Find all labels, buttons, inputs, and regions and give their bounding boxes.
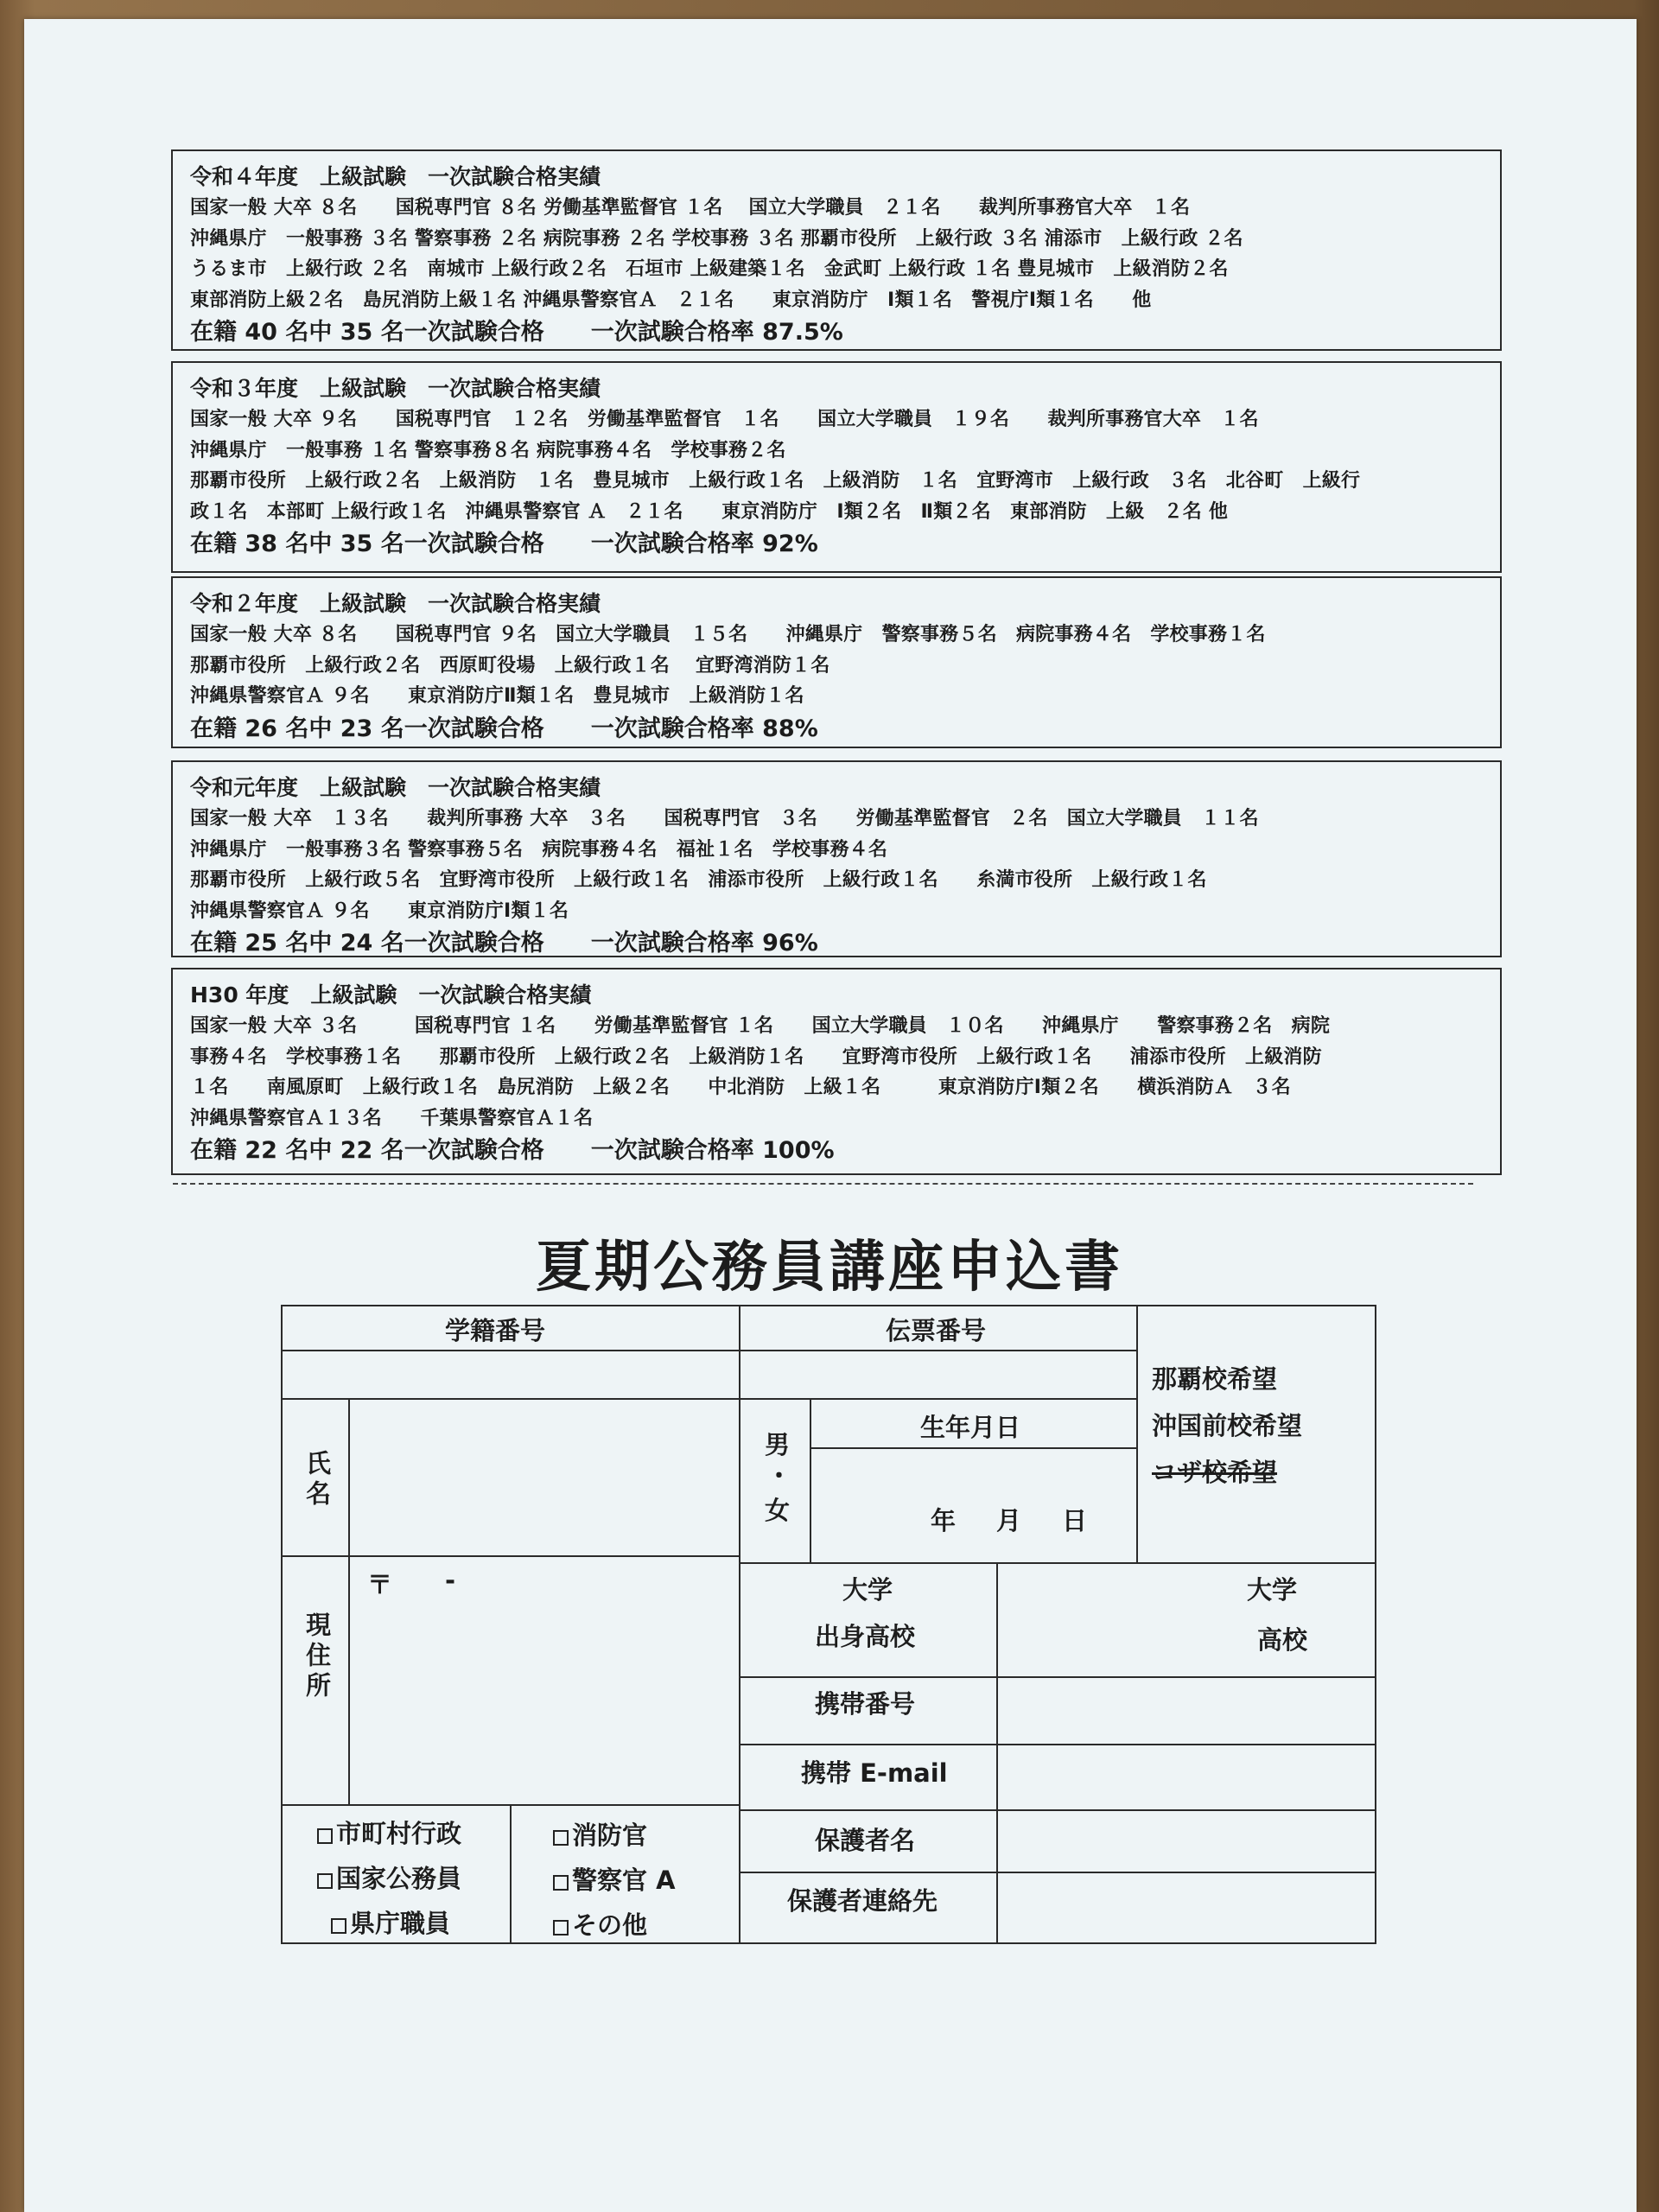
results-line: １名 南風原町 上級行政１名 島尻消防 上級２名 中北消防 上級１名 東京消防庁Ⅰ類２名 横浜消防Ａ ３名 bbox=[190, 1077, 1291, 1098]
results-box-r4 bbox=[171, 149, 1502, 351]
career-option-municipal[interactable]: 市町村行政 bbox=[317, 1815, 461, 1850]
campus-option-naha[interactable]: 那覇校希望 bbox=[1152, 1364, 1278, 1394]
results-line: 那覇市役所 上級行政２名 上級消防 １名 豊見城市 上級行政１名 上級消防 １名 宜野湾市 上級行政 ３名 北谷町 上級行 bbox=[190, 470, 1361, 492]
results-title: 令和元年度 上級試験 一次試験合格実績 bbox=[190, 775, 601, 800]
results-line: 沖縄県警察官Ａ１３名 千葉県警察官Ａ１名 bbox=[190, 1107, 594, 1129]
gender-separator: ・ bbox=[766, 1461, 792, 1491]
school-university-label: 大学 bbox=[842, 1575, 893, 1605]
grid-line bbox=[739, 1872, 1376, 1873]
results-line: 東部消防上級２名 島尻消防上級１名 沖縄県警察官Ａ ２１名 東京消防庁 Ⅰ類１名 警視庁Ⅰ類１名 他 bbox=[190, 289, 1152, 311]
guardian-name-label: 保護者名 bbox=[815, 1826, 916, 1855]
career-option-national[interactable]: 国家公務員 bbox=[317, 1859, 461, 1895]
grid-line bbox=[739, 1809, 1376, 1811]
form-border bbox=[281, 1305, 1376, 1306]
results-title: H30 年度 上級試験 一次試験合格実績 bbox=[190, 982, 592, 1007]
campus-option-koza[interactable]: コザ校希望 bbox=[1152, 1458, 1278, 1487]
results-summary: 在籍 26 名中 23 名一次試験合格 一次試験合格率 88% bbox=[190, 715, 818, 742]
form-border bbox=[1375, 1305, 1376, 1944]
mobile-number-label: 携帯番号 bbox=[815, 1689, 916, 1719]
postal-dash: - bbox=[445, 1566, 456, 1595]
checkbox-icon[interactable] bbox=[317, 1873, 333, 1889]
results-line: 沖縄県警察官Ａ ９名 東京消防庁Ⅰ類１名 bbox=[190, 899, 569, 922]
grid-line bbox=[739, 1562, 1376, 1564]
checkbox-icon[interactable] bbox=[331, 1918, 346, 1934]
results-title: 令和４年度 上級試験 一次試験合格実績 bbox=[190, 164, 601, 189]
results-line: 那覇市役所 上級行政２名 西原町役場 上級行政１名 宜野湾消防１名 bbox=[190, 654, 830, 677]
grid-line bbox=[510, 1804, 512, 1942]
checkbox-icon[interactable] bbox=[317, 1828, 333, 1844]
checkbox-icon[interactable] bbox=[553, 1920, 569, 1936]
results-summary: 在籍 25 名中 24 名一次試験合格 一次試験合格率 96% bbox=[190, 930, 818, 957]
results-summary: 在籍 22 名中 22 名一次試験合格 一次試験合格率 100% bbox=[190, 1137, 835, 1164]
results-title: 令和２年度 上級試験 一次試験合格実績 bbox=[190, 591, 601, 616]
gender-female[interactable]: 女 bbox=[765, 1496, 791, 1525]
results-box-r3 bbox=[171, 361, 1502, 573]
application-form bbox=[281, 1305, 1378, 1961]
form-border bbox=[281, 1305, 283, 1944]
grid-line bbox=[281, 1350, 1138, 1351]
slip-number-label: 伝票番号 bbox=[886, 1316, 987, 1345]
student-number-label: 学籍番号 bbox=[445, 1316, 546, 1345]
results-line: 国家一般 大卒 １３名 裁判所事務 大卒 ３名 国税専門官 ３名 労働基準監督官 ２名 国立大学職員 １１名 bbox=[190, 808, 1259, 830]
results-line: 沖縄県庁 一般事務３名 警察事務５名 病院事務４名 福祉１名 学校事務４名 bbox=[190, 838, 888, 861]
mobile-email-label: 携帯 E-mail bbox=[801, 1758, 948, 1788]
career-option-other[interactable]: その他 bbox=[553, 1906, 647, 1942]
results-line: 国家一般 大卒 ８名 国税専門官 ９名 国立大学職員 １５名 沖縄県庁 警察事務５名 病院事務４名 学校事務１名 bbox=[190, 624, 1266, 645]
school-university-value: 大学 bbox=[1247, 1575, 1298, 1605]
results-line: 国家一般 大卒 ８名 国税専門官 ８名 労働基準監督官 １名 国立大学職員 ２１名 裁判所事務官大卒 １名 bbox=[190, 197, 1191, 219]
results-title: 令和３年度 上級試験 一次試験合格実績 bbox=[190, 376, 601, 401]
results-line: 沖縄県庁 一般事務 ３名 警察事務 ２名 病院事務 ２名 学校事務 ３名 那覇市役所 上級行政 ３名 浦添市 上級行政 ２名 bbox=[190, 227, 1243, 250]
grid-line bbox=[281, 1555, 741, 1557]
results-line: 事務４名 学校事務１名 那覇市役所 上級行政２名 上級消防１名 宜野湾市役所 上級行政１名 浦添市役所 上級消防 bbox=[190, 1046, 1322, 1068]
postal-mark: 〒 bbox=[367, 1570, 393, 1599]
results-line: 国家一般 大卒 ３名 国税専門官 １名 労働基準監督官 １名 国立大学職員 １０名 沖縄県庁 警察事務２名 病院 bbox=[190, 1015, 1331, 1037]
results-box-r1 bbox=[171, 760, 1502, 957]
grid-line bbox=[739, 1676, 1376, 1678]
name-label: 氏名 bbox=[302, 1450, 332, 1510]
gender-male[interactable]: 男 bbox=[765, 1430, 791, 1459]
grid-line bbox=[739, 1744, 1376, 1745]
school-highschool-value: 高校 bbox=[1257, 1625, 1308, 1655]
career-option-firefighter[interactable]: 消防官 bbox=[553, 1816, 647, 1852]
results-summary: 在籍 40 名中 35 名一次試験合格 一次試験合格率 87.5% bbox=[190, 319, 843, 346]
checkbox-icon[interactable] bbox=[553, 1875, 569, 1891]
results-line: 国家一般 大卒 ９名 国税専門官 １２名 労働基準監督官 １名 国立大学職員 １９名 裁判所事務官大卒 １名 bbox=[190, 409, 1259, 430]
birthdate-year-unit: 年 bbox=[931, 1506, 957, 1535]
grid-line bbox=[739, 1305, 741, 1942]
address-label: 現住所 bbox=[302, 1611, 332, 1702]
grid-line bbox=[810, 1447, 1138, 1449]
results-box-h30 bbox=[171, 968, 1502, 1175]
birthdate-label: 生年月日 bbox=[920, 1413, 1021, 1442]
campus-option-okikoku[interactable]: 沖国前校希望 bbox=[1152, 1411, 1303, 1440]
results-line: うるま市 上級行政 ２名 南城市 上級行政２名 石垣市 上級建築１名 金武町 上級行政 １名 豊見城市 上級消防２名 bbox=[190, 258, 1229, 280]
results-box-r2 bbox=[171, 576, 1502, 748]
form-border bbox=[281, 1942, 1376, 1944]
birthdate-month-unit: 月 bbox=[996, 1506, 1022, 1535]
cut-line bbox=[173, 1183, 1473, 1185]
career-option-police[interactable]: 警察官 A bbox=[553, 1861, 676, 1897]
birthdate-day-unit: 日 bbox=[1062, 1506, 1088, 1535]
grid-line bbox=[996, 1562, 998, 1942]
grid-line bbox=[348, 1398, 350, 1804]
checkbox-icon[interactable] bbox=[553, 1830, 569, 1846]
form-title: 夏期公務員講座申込書 bbox=[536, 1236, 1123, 1300]
grid-line bbox=[810, 1398, 811, 1564]
results-summary: 在籍 38 名中 35 名一次試験合格 一次試験合格率 92% bbox=[190, 531, 818, 557]
school-highschool-label: 出身高校 bbox=[815, 1622, 916, 1651]
results-line: 政１名 本部町 上級行政１名 沖縄県警察官 Ａ ２１名 東京消防庁 Ⅰ類２名 Ⅱ類２名 東部消防 上級 ２名 他 bbox=[190, 500, 1229, 523]
grid-line bbox=[1136, 1305, 1138, 1564]
results-line: 沖縄県庁 一般事務 １名 警察事務８名 病院事務４名 学校事務２名 bbox=[190, 439, 786, 461]
career-option-prefectural[interactable]: 県庁職員 bbox=[331, 1904, 450, 1940]
guardian-contact-label: 保護者連絡先 bbox=[787, 1886, 938, 1916]
results-line: 沖縄県警察官Ａ ９名 東京消防庁Ⅱ類１名 豊見城市 上級消防１名 bbox=[190, 685, 804, 707]
results-line: 那覇市役所 上級行政５名 宜野湾市役所 上級行政１名 浦添市役所 上級行政１名 糸満市役所 上級行政１名 bbox=[190, 869, 1207, 891]
grid-line bbox=[281, 1398, 1138, 1400]
